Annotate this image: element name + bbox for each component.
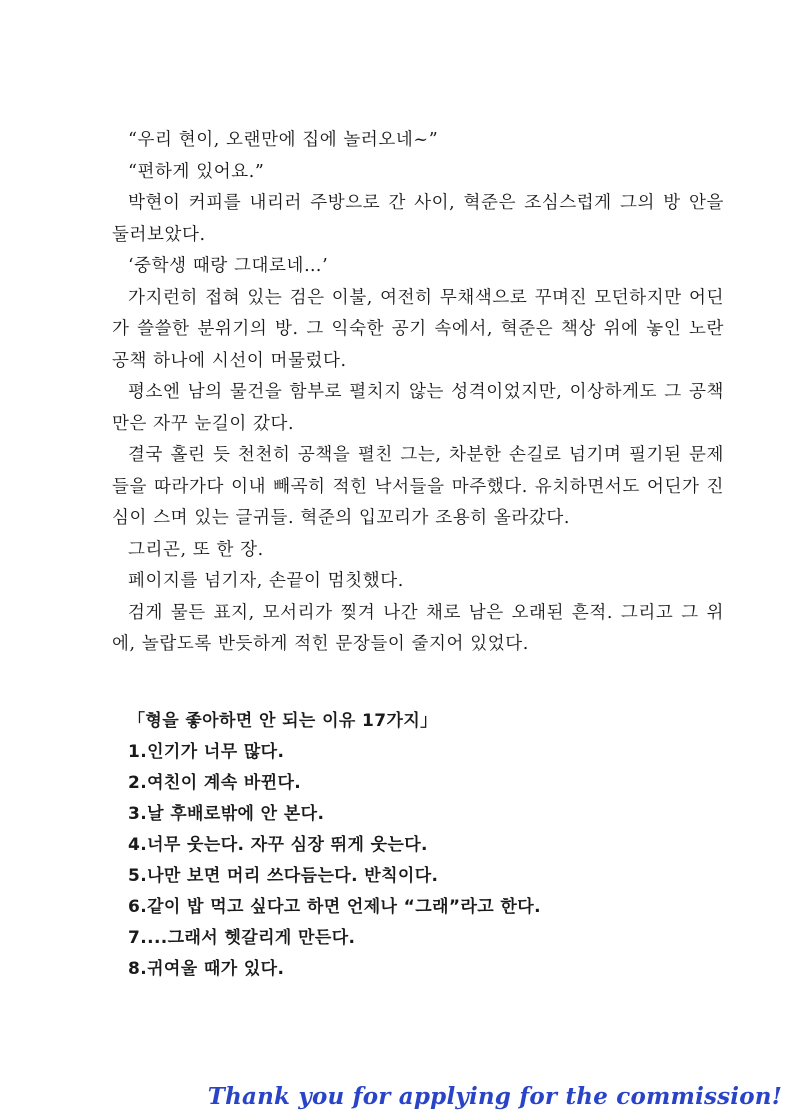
notebook-list (112, 706, 724, 985)
list-item: 5.나만 보면 머리 쓰다듬는다. 반칙이다. (128, 866, 439, 886)
story-paragraph-4: ‘중학생 때랑 그대로네…’ (128, 256, 329, 276)
footer-thanks-text: Thank you for applying for the commission! (207, 1083, 782, 1110)
list-item: 8.귀여울 때가 있다. (128, 959, 285, 979)
story-paragraph-7: 결국 홀린 듯 천천히 공책을 펼친 그는, 차분한 손길로 넘기며 필기된 문제들을 따라가다 이내 빼곡히 적힌 낙서들을 마주했다. 유치하면서도 어딘가 진심이 스며 있는 글귀들. 혁준의 입꼬리가 조용히 올라갔다. (112, 445, 724, 528)
story-paragraph-8: 그리곤, 또 한 장. (128, 539, 264, 560)
story-paragraph-5: 가지런히 접혀 있는 검은 이불, 여전히 무채색으로 꾸며진 모던하지만 어딘가 쓸쓸한 분위기의 방. 그 익숙한 공기 속에서, 혁준은 책상 위에 놓인 노란 공책 하나에 시선이 머물렀다. (112, 287, 724, 371)
story-body (112, 125, 724, 661)
list-item: 1.인기가 너무 많다. (128, 742, 285, 762)
list-item: 6.같이 밥 먹고 싶다고 하면 언제나 “그래”라고 한다. (128, 897, 541, 917)
list-item: 2.여친이 계속 바뀐다. (128, 773, 302, 793)
story-paragraph-10: 검게 물든 표지, 모서리가 찢겨 나간 채로 남은 오래된 흔적. 그리고 그 위에, 놀랍도록 반듯하게 적힌 문장들이 줄지어 있었다. (112, 602, 724, 654)
notebook-list-items (112, 737, 724, 985)
list-item: 4.너무 웃는다. 자꾸 심장 뛰게 웃는다. (128, 835, 428, 855)
story-paragraph-3: 박현이 커피를 내리러 주방으로 간 사이, 혁준은 조심스럽게 그의 방 안을 둘러보았다. (112, 193, 724, 245)
story-paragraph-1: “우리 현이, 오랜만에 집에 놀러오네~” (128, 130, 439, 150)
story-paragraph-2: “편하게 있어요.” (128, 161, 265, 182)
story-paragraph-6: 평소엔 남의 물건을 함부로 펼치지 않는 성격이었지만, 이상하게도 그 공책만은 자꾸 눈길이 갔다. (112, 382, 724, 434)
list-item: 3.날 후배로밖에 안 본다. (128, 804, 325, 824)
list-item: 7....그래서 헷갈리게 만든다. (128, 928, 356, 948)
notebook-list-title: 「형을 좋아하면 안 되는 이유 17가지」 (128, 711, 438, 731)
story-paragraph-9: 페이지를 넘기자, 손끝이 멈칫했다. (128, 571, 404, 591)
